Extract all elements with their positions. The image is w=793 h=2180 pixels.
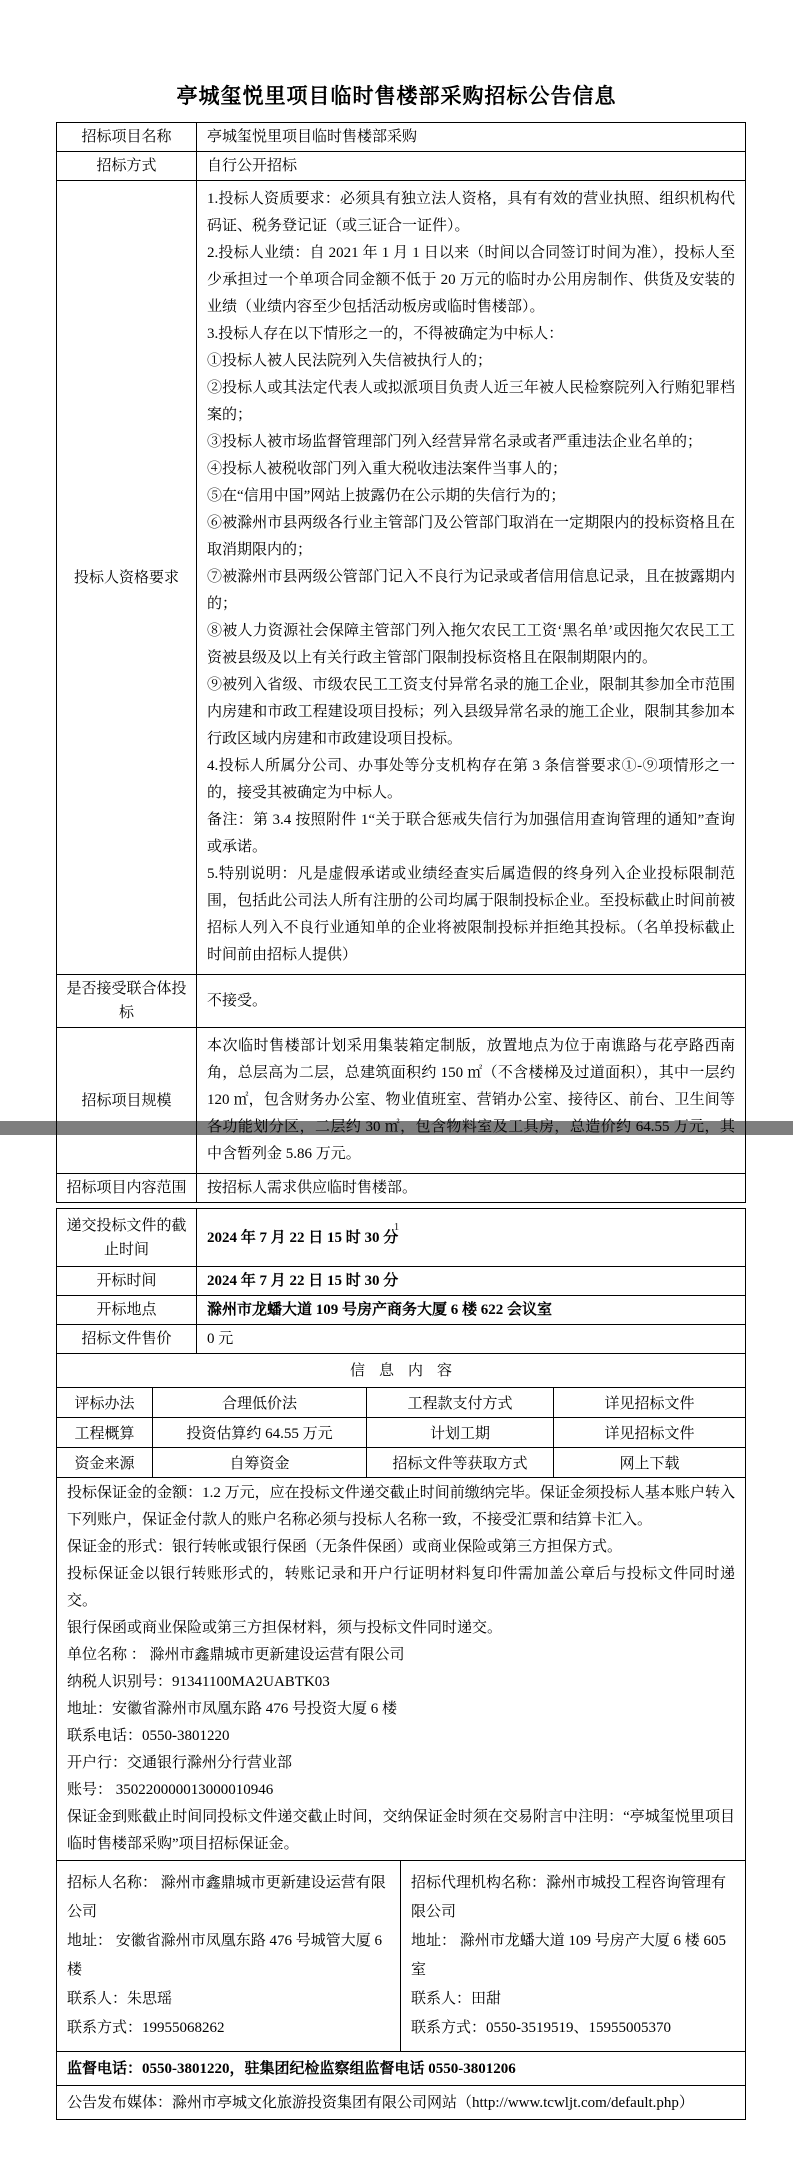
agency-name: 招标代理机构名称：滁州市城投工程咨询管理有限公司: [411, 1875, 727, 1920]
qualification-paragraph: 3.投标人存在以下情形之一的，不得被确定为中标人：: [207, 326, 564, 342]
row-value: 2024 年 7 月 22 日 15 时 30 分: [197, 1267, 746, 1295]
bidder-address: 地址： 安徽省滁州市凤凰东路 476 号城管大厦 6 楼: [67, 1933, 383, 1978]
page-title: 亭城玺悦里项目临时售楼部采购招标公告信息: [176, 84, 617, 108]
info-row-budget: [57, 1418, 746, 1448]
qualification-paragraph: ⑦被滁州市县两级公管部门记入不良行为记录或者信用信息记录，且在披露期内的；: [207, 569, 735, 612]
bidder-contact-phone: 联系方式：19955068262: [67, 2020, 225, 2036]
page-number: 1: [393, 1221, 400, 1233]
info-row-evaluation: [57, 1388, 746, 1418]
qualification-paragraph: ⑥被滁州市县两级各行业主管部门及公管部门取消在一定期限内的投标资格且在取消期限内的；: [207, 515, 735, 558]
supervision-section: [56, 2052, 746, 2086]
bidder-contact-block: [57, 1861, 401, 2051]
row-value: 滁州市龙蟠大道 109 号房产商务大厦 6 楼 622 会议室: [197, 1296, 746, 1324]
table-row-opening-time: [57, 1267, 746, 1296]
media-section: [56, 2086, 746, 2120]
agency-address: 地址： 滁州市龙蟠大道 109 号房产大厦 6 楼 605 室: [411, 1933, 727, 1978]
qualification-paragraph: ⑤在“信用中国”网站上披露仍在公示期的失信行为的；: [207, 488, 566, 504]
info-header-row: [57, 1354, 746, 1388]
deposit-line: 纳税人识别号：91341100MA2UABTK03: [67, 1674, 330, 1690]
bidder-name: 招标人名称： 滁州市鑫鼎城市更新建设运营有限公司: [67, 1875, 386, 1920]
info-cell: 详见招标文件: [554, 1418, 746, 1447]
deposit-line: 联系电话：0550-3801220: [67, 1728, 230, 1744]
table-row-qualification: [57, 181, 746, 975]
deposit-line: 投标保证金以银行转账形式的，转账记录和开户行证明材料复印件需加盖公章后与投标文件同时递交。: [67, 1566, 735, 1609]
deposit-line: 开户行：交通银行滁州分行营业部: [67, 1755, 293, 1771]
info-cell: 详见招标文件: [554, 1388, 746, 1417]
deposit-line: 保证金到账截止时间同投标文件递交截止时间，交纳保证金时须在交易附言中注明：“亭城玺悦里项目临时售楼部采购”项目招标保证金。: [67, 1809, 735, 1852]
qualification-text: [197, 181, 746, 974]
media-row: [57, 2086, 746, 2120]
agency-contact-person: 联系人：田甜: [411, 1991, 502, 2007]
deposit-row: [57, 1478, 746, 1861]
info-header: 信息内容: [57, 1354, 746, 1387]
document-page-2: [0, 1135, 793, 2166]
info-cell: 工程概算: [57, 1418, 153, 1447]
deposit-line: 投标保证金的金额：1.2 万元，应在投标文件递交截止时间前缴纳完毕。保证金须投标人基本账户转入下列账户，保证金付款人的账户名称必须与投标人名称一致，不接受汇票和结算卡汇入。: [67, 1485, 735, 1528]
qualification-paragraph: ③投标人被市场监督管理部门列入经营异常名录或者严重违法企业名单的；: [207, 434, 703, 450]
info-content-table: [56, 1354, 746, 1478]
info-cell: 资金来源: [57, 1448, 153, 1477]
qualification-paragraph: ①投标人被人民法院列入失信被执行人的；: [207, 353, 493, 369]
row-label: 招标项目内容范围: [57, 1174, 197, 1202]
qualification-paragraph: ④投标人被税收部门列入重大税收违法案件当事人的；: [207, 461, 568, 477]
supervision-row: [57, 2052, 746, 2086]
info-cell: 投资估算约 64.55 万元: [153, 1418, 367, 1447]
table-row-project-name: [57, 123, 746, 152]
qualification-paragraph: 5.特别说明：凡是虚假承诺或业绩经查实后属造假的终身列入企业投标限制范围，包括此公司法人所有注册的公司均属于限制投标企业。至投标截止时间前被招标人列入不良行业通知单的企业将被限制投标并拒绝其投标。（名单投标截止时间前由招标人提供）: [207, 866, 735, 963]
deposit-line: 银行保函或商业保险或第三方担保材料，须与投标文件同时递交。: [67, 1620, 503, 1636]
qualification-paragraph: ⑨被列入省级、市级农民工工资支付异常名录的施工企业，限制其参加全市范围内房建和市政工程建设项目投标；列入县级异常名录的施工企业，限制其参加本行政区域内房建和市政建设项目投标。: [207, 677, 735, 747]
deposit-line: 单位名称 ： 滁州市鑫鼎城市更新建设运营有限公司: [67, 1647, 405, 1663]
info-row-funding: [57, 1448, 746, 1478]
agency-contact-phone: 联系方式：0550-3519519、15955005370: [411, 2020, 671, 2036]
row-value: 不接受。: [197, 975, 746, 1027]
deposit-line: 账号： 350220000013000010946: [67, 1782, 274, 1798]
info-cell: 网上下载: [554, 1448, 746, 1477]
info-cell: 自筹资金: [153, 1448, 367, 1477]
row-value: 自行公开招标: [197, 152, 746, 180]
qualification-paragraph: 2.投标人业绩：自 2021 年 1 月 1 日以来（时间以合同签订时间为准），投标人至少承担过一个单项合同金额不低于 20 万元的临时办公用房制作、供货及安装的业绩（业绩内容至少包括活动板房或临时售楼部）。: [207, 245, 735, 315]
row-label: 招标项目规模: [57, 1028, 197, 1173]
bid-announcement-table: [56, 122, 746, 1203]
deposit-section: [56, 1478, 746, 1861]
row-label: 开标时间: [57, 1267, 197, 1295]
qualification-paragraph: 备注：第 3.4 按照附件 1“关于联合惩戒失信行为加强信用查询管理的通知”查询或承诺。: [207, 812, 735, 855]
announcement-media-text: 公告发布媒体：滁州市亭城文化旅游投资集团有限公司网站（http://www.tcwljt.com/default.php）: [57, 2086, 746, 2119]
table-row-submission-deadline: [57, 1209, 746, 1267]
table-row-consortium: [57, 975, 746, 1028]
info-cell: 工程款支付方式: [367, 1388, 554, 1417]
bidder-contact-person: 联系人：朱思瑶: [67, 1991, 173, 2007]
info-cell: 招标文件等获取方式: [367, 1448, 554, 1477]
row-value: 按招标人需求供应临时售楼部。: [197, 1174, 746, 1202]
agency-contact-block: [401, 1861, 746, 2051]
deposit-text: [57, 1478, 746, 1860]
info-cell: 评标办法: [57, 1388, 153, 1417]
row-label: 递交投标文件的截止时间: [57, 1209, 197, 1266]
row-label: 招标文件售价: [57, 1325, 197, 1353]
deposit-line: 保证金的形式：银行转帐或银行保函（无条件保函）或商业保险或第三方担保方式。: [67, 1539, 623, 1555]
qualification-paragraph: 4.投标人所属分公司、办事处等分支机构存在第 3 条信誉要求①-⑨项情形之一的，接受其被确定为中标人。: [207, 758, 735, 801]
table-row-bid-method: [57, 152, 746, 181]
row-label: 投标人资格要求: [57, 181, 197, 974]
table-row-opening-place: [57, 1296, 746, 1325]
supervision-phone-text: 监督电话：0550-3801220，驻集团纪检监察组监督电话 0550-3801206: [57, 2052, 746, 2085]
row-label: 开标地点: [57, 1296, 197, 1324]
contact-section: [56, 1861, 746, 2052]
row-label: 招标方式: [57, 152, 197, 180]
bid-schedule-table: [56, 1208, 746, 1354]
info-cell: 计划工期: [367, 1418, 554, 1447]
row-value: 2024 年 7 月 22 日 15 时 30 分: [197, 1209, 746, 1266]
table-row-document-price: [57, 1325, 746, 1354]
qualification-paragraph: ⑧被人力资源社会保障主管部门列入拖欠农民工工资‘黑名单’或因拖欠农民工工资被县级及以上有关行政主管部门限制投标资格且在限制期限内的。: [207, 623, 735, 666]
scale-paragraph: 本次临时售楼部计划采用集装箱定制版，放置地点为位于南谯路与花亭路西南角，总层高为二层，总建筑面积约 150 ㎡（不含楼梯及过道面积），其中一层约 120 ㎡，包含财务办公室、物业值班室、营销办公室、接待区、前台、卫生间等各功能划分区，二层约 30 ㎡，包含物料室及工具房，总造价约 64.55 万元，其中含暂列金 5.86 万元。: [207, 1038, 735, 1162]
row-label: 是否接受联合体投标: [57, 975, 197, 1027]
deposit-line: 地址：安徽省滁州市凤凰东路 476 号投资大厦 6 楼: [67, 1701, 398, 1717]
row-value: 0 元: [197, 1325, 746, 1353]
qualification-paragraph: 1.投标人资质要求：必须具有独立法人资格，具有有效的营业执照、组织机构代码证、税务登记证（或三证合一证件）。: [207, 191, 735, 234]
info-cell: 合理低价法: [153, 1388, 367, 1417]
qualification-paragraph: ②投标人或其法定代表人或拟派项目负责人近三年被人民检察院列入行贿犯罪档案的；: [207, 380, 735, 423]
row-value: 亭城玺悦里项目临时售楼部采购: [197, 123, 746, 151]
row-label: 招标项目名称: [57, 123, 197, 151]
contact-row: [57, 1861, 746, 2052]
